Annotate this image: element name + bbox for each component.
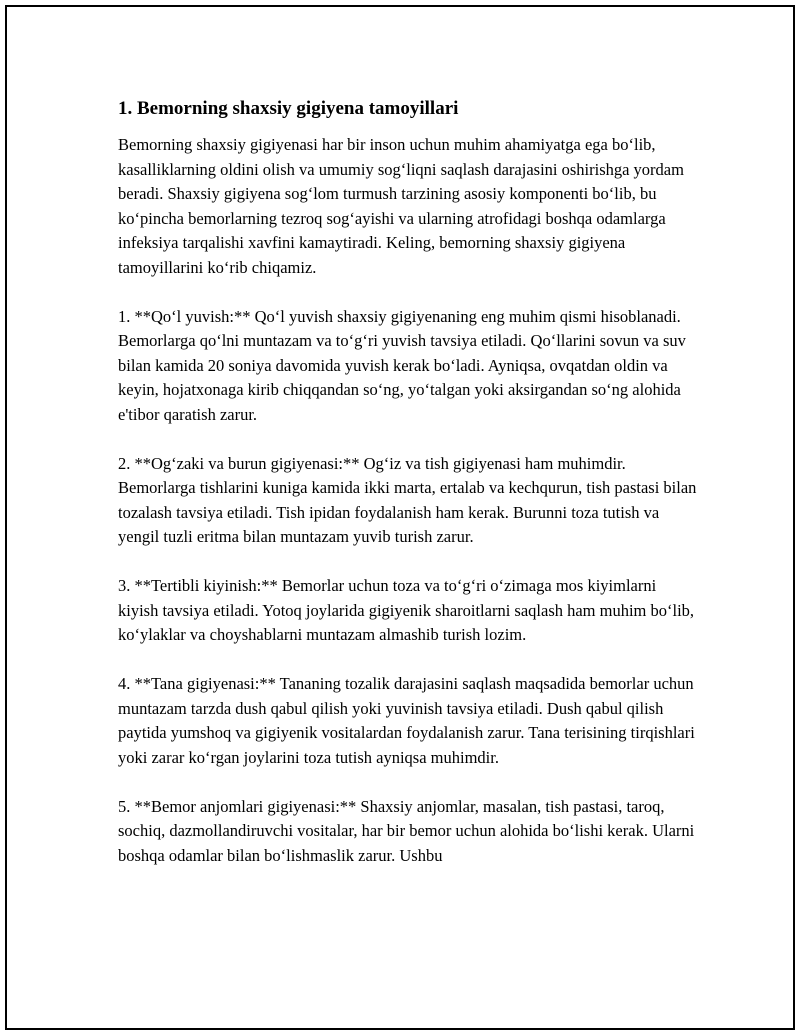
paragraph-clothing: 3. **Tertibli kiyinish:** Bemorlar uchun toza va to‘g‘ri o‘zimaga mos kiyimlarni kiyish tavsiya etiladi. Yotoq joylarida gigiyenik sharoitlarni saqlash ham muhim bo‘lib, ko‘ylaklar va choyshablarni muntazam almashib turish lozim. bbox=[118, 576, 695, 644]
section-heading: 1. Bemorning shaxsiy gigiyena tamoyillari bbox=[118, 98, 459, 119]
paragraph-oral-nasal-hygiene: 2. **Og‘zaki va burun gigiyenasi:** Og‘iz va tish gigiyenasi ham muhimdir. Bemorlarga tishlarini kuniga kamida ikki marta, ertalab va kechqurun, tish pastasi bilan tozalash tavsiya etiladi. Tish ipidan foydalanish ham kerak. Burunni toza tutish va yengil tuzli eritma bilan muntazam yuvib turish zarur. bbox=[118, 453, 697, 546]
document-body bbox=[118, 97, 698, 893]
paragraph-hand-washing: 1. **Qo‘l yuvish:** Qo‘l yuvish shaxsiy gigiyenaning eng muhim qismi hisoblanadi. Bemorlarga qo‘lni muntazam va to‘g‘ri yuvish tavsiya etiladi. Qo‘llarini sovun va suv bilan kamida 20 soniya davomida yuvish kerak bo‘ladi. Ayniqsa, ovqatdan oldin va keyin, hojatxonaga kirib chiqqandan so‘ng, yo‘talgan yoki aksirgandan so‘ng alohida e'tibor qaratish zarur. bbox=[118, 306, 686, 424]
page-frame bbox=[5, 5, 795, 1030]
paragraph-body-hygiene: 4. **Tana gigiyenasi:** Tananing tozalik darajasini saqlash maqsadida bemorlar uchun muntazam tarzda dush qabul qilish yoki yuvinish tavsiya etiladi. Dush qabul qilish paytida yumshoq va gigiyenik vositalardan foydalanish zarur. Tana terisining tirqishlari yoki zarar ko‘rgan joylarini toza tutish ayniqsa muhimdir. bbox=[118, 674, 695, 767]
intro-paragraph: Bemorning shaxsiy gigiyenasi har bir inson uchun muhim ahamiyatga ega bo‘lib, kasalliklarning oldini olish va umumiy sog‘liqni saqlash darajasini oshirishga yordam beradi. Shaxsiy gigiyena sog‘lom turmush tarzining asosiy komponenti bo‘lib, bu ko‘pincha bemorlarning tezroq sog‘ayishi va ularning atrofidagi boshqa odamlarga infeksiya tarqalishi xavfini kamaytiradi. Keling, bemorning shaxsiy gigiyena tamoyillarini ko‘rib chiqamiz. bbox=[118, 135, 684, 277]
paragraph-personal-items: 5. **Bemor anjomlari gigiyenasi:** Shaxsiy anjomlar, masalan, tish pastasi, taroq, sochiq, dazmollandiruvchi vositalar, har bir bemor uchun alohida bo‘lishi kerak. Ularni boshqa odamlar bilan bo‘lishmaslik zarur. Ushbu bbox=[118, 796, 695, 865]
